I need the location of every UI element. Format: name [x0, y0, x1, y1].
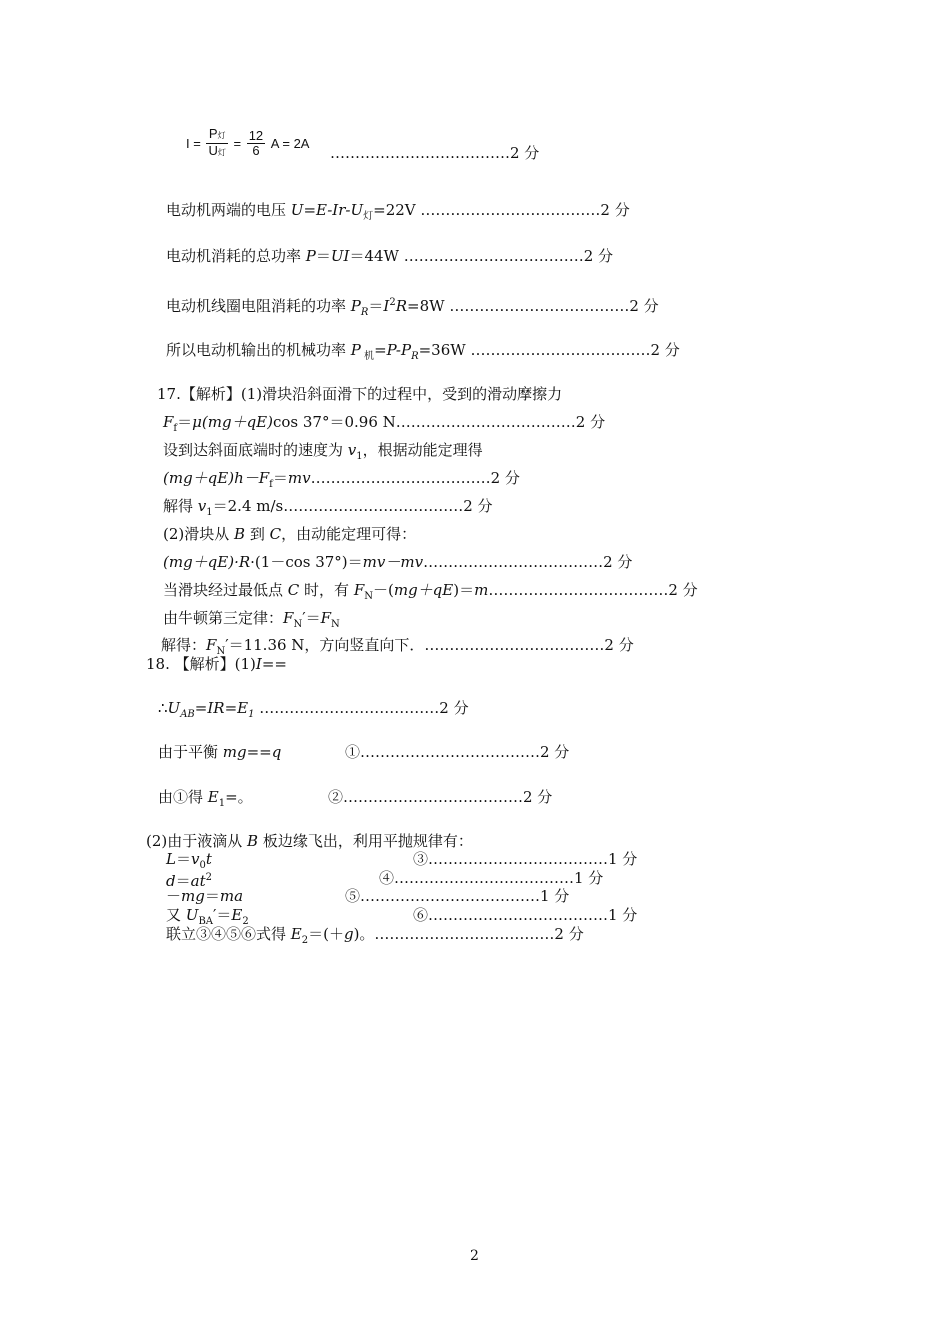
text: 电动机线圈电阻消耗的功率 — [166, 297, 351, 315]
var: mg＋qE — [393, 581, 454, 599]
q18-final-line — [166, 925, 584, 950]
text: ·(1－cos 37°)＝ — [250, 553, 363, 571]
text: 由牛顿第三定律： — [163, 609, 284, 627]
var: UI — [330, 247, 350, 265]
var: μ — [192, 413, 202, 431]
text: )。………………………………2 分 — [353, 925, 584, 943]
var: L — [166, 850, 176, 868]
current-formula — [186, 127, 336, 167]
fraction-num: P — [208, 126, 218, 141]
sub: R — [360, 307, 369, 318]
text: (2)滑块从 — [163, 525, 235, 543]
text: =8W ………………………………2 分 — [407, 297, 659, 315]
sub: 灯 — [363, 211, 374, 222]
text: 解得 — [163, 497, 198, 515]
var: P-P — [386, 341, 412, 359]
var: t — [205, 850, 212, 868]
text: = — [303, 201, 317, 219]
text: ′＝11.36 N，方向竖直向下．………………………………2 分 — [225, 636, 634, 654]
sub: 0 — [199, 860, 206, 871]
text: ＝ — [175, 850, 191, 868]
var: B — [247, 832, 259, 850]
text: =36W ………………………………2 分 — [418, 341, 680, 359]
q18-uab-line — [158, 699, 469, 724]
sub: 1 — [206, 507, 213, 518]
fraction-p-over-u — [206, 127, 227, 160]
text: 18. 【解析】(1) — [146, 655, 256, 673]
var: F — [206, 636, 217, 654]
var: E-Ir-U — [316, 201, 364, 219]
sup: 2 — [389, 297, 396, 308]
text: － — [166, 887, 182, 905]
q18-balance-line — [158, 743, 281, 761]
var: (mg＋qE)h－F — [163, 469, 270, 487]
var: I — [383, 297, 390, 315]
var: v — [347, 441, 357, 459]
q18-eq3-mark: ③………………………………1 分 — [413, 850, 638, 868]
var: E — [207, 788, 219, 806]
formula-eq: = — [193, 136, 201, 151]
q17-lowest-point-line — [163, 581, 698, 606]
text: =22V ………………………………2 分 — [373, 201, 630, 219]
text: ′＝ — [302, 609, 321, 627]
sub: N — [216, 646, 226, 657]
formula-score: ………………………………2 分 — [330, 144, 540, 162]
text: ＝ — [175, 872, 191, 890]
sub: 1 — [248, 709, 255, 720]
text: 当滑块经过最低点 — [163, 581, 288, 599]
mechanical-power-line — [166, 341, 680, 366]
q17-newton-line — [163, 609, 340, 634]
text: ＝2.4 m/s………………………………2 分 — [212, 497, 493, 515]
sub: R — [411, 351, 419, 362]
q18-e1-mark: ②………………………………2 分 — [328, 788, 553, 806]
q17-friction-line — [163, 413, 605, 438]
text: == — [261, 655, 287, 673]
var: B — [234, 525, 246, 543]
text: ………………………………2 分 — [423, 553, 633, 571]
text: 由于平衡 — [158, 743, 223, 761]
text: ，根据动能定理得 — [362, 441, 483, 459]
text: 电动机两端的电压 — [166, 201, 291, 219]
sub: 2 — [242, 916, 249, 927]
var: mg — [222, 743, 247, 761]
text: 联立③④⑤⑥式得 — [166, 925, 291, 943]
motor-voltage-line — [166, 201, 630, 226]
text: 设到达斜面底端时的速度为 — [163, 441, 348, 459]
sub: N — [293, 619, 303, 630]
q18-eq6-mark: ⑥………………………………1 分 — [413, 906, 638, 924]
fraction-den-sub: 灯 — [217, 148, 226, 157]
text: 又 — [166, 906, 186, 924]
var: IR — [207, 699, 225, 717]
fraction-den: 6 — [252, 143, 260, 158]
text: ＝ — [204, 887, 220, 905]
text: 时，有 — [299, 581, 354, 599]
text: ＝ — [177, 413, 193, 431]
q18-eq4-mark: ④………………………………1 分 — [379, 869, 604, 887]
q17-energy2-line — [163, 553, 632, 571]
q18-eq5-mark: ⑤………………………………1 分 — [345, 887, 570, 905]
text: 到 — [245, 525, 270, 543]
sub: N — [364, 591, 373, 602]
var: I — [255, 655, 262, 673]
q17-velocity-line — [163, 441, 483, 466]
text: ＝ — [272, 469, 288, 487]
coil-power-line — [166, 294, 659, 322]
text: =。 — [225, 788, 253, 806]
text: 板边缘飞出，利用平抛规律有： — [258, 832, 473, 850]
text: ′＝ — [213, 906, 232, 924]
var: E — [237, 699, 249, 717]
q17-heading: 17.【解析】(1)滑块沿斜面滑下的过程中，受到的滑动摩擦力 — [157, 385, 563, 403]
var: m — [474, 581, 489, 599]
var: q — [271, 743, 282, 761]
sub: f — [269, 479, 273, 490]
text: ，由动能定理可得： — [281, 525, 417, 543]
text: －( — [372, 581, 394, 599]
text: 解得： — [161, 636, 207, 654]
formula-eq: = — [233, 136, 242, 151]
motor-total-power-line — [166, 247, 613, 265]
fraction-12-over-6 — [247, 129, 265, 158]
var: (mg＋qE)·R — [163, 553, 251, 571]
var: P — [305, 247, 316, 265]
var: E — [231, 906, 243, 924]
text: = — [224, 699, 238, 717]
text: ＝ — [315, 247, 331, 265]
q18-heading — [146, 655, 287, 673]
text: ＝(＋ — [308, 925, 344, 943]
page-number: 2 — [470, 1248, 479, 1264]
q18-part2-line — [146, 832, 473, 850]
text: ＝ — [368, 297, 384, 315]
q18-balance-mark: ①………………………………2 分 — [345, 743, 570, 761]
var: E — [290, 925, 302, 943]
text: 由①得 — [158, 788, 208, 806]
text: = — [374, 341, 387, 359]
q18-eq5 — [166, 887, 243, 905]
text: ＝44W ………………………………2 分 — [349, 247, 614, 265]
var: U — [290, 201, 304, 219]
q18-e1-line — [158, 788, 253, 813]
text: ∴ — [158, 699, 168, 717]
var: U — [185, 906, 199, 924]
fraction-num: 12 — [248, 128, 264, 143]
sup: 2 — [205, 872, 212, 883]
fraction-den: U — [208, 143, 218, 158]
sub: BA — [198, 916, 214, 927]
text: (2)由于液滴从 — [146, 832, 248, 850]
text: )＝ — [453, 581, 475, 599]
sub: AB — [180, 709, 195, 720]
var: (mg＋qE) — [201, 413, 273, 431]
var: v — [197, 497, 207, 515]
var: C — [287, 581, 300, 599]
var: g — [343, 925, 354, 943]
var: mg — [181, 887, 205, 905]
var: F — [353, 581, 365, 599]
var: F — [283, 609, 294, 627]
q17-result-v1 — [163, 497, 493, 522]
sub: 1 — [356, 451, 363, 462]
text: 电动机消耗的总功率 — [166, 247, 306, 265]
text: ………………………………2 分 — [488, 581, 698, 599]
sub: N — [331, 619, 340, 630]
var: ma — [219, 887, 244, 905]
sub: f — [173, 423, 178, 434]
formula-rhs: A = 2A — [270, 136, 310, 151]
var: U — [167, 699, 181, 717]
var: P — [350, 297, 361, 315]
var: C — [269, 525, 282, 543]
text: 所以电动机输出的机械功率 — [166, 341, 351, 359]
text: = — [194, 699, 208, 717]
sub: 1 — [218, 798, 226, 809]
var: F — [320, 609, 332, 627]
text: ………………………………2 分 — [254, 699, 469, 717]
var: at — [190, 872, 206, 890]
var: R — [395, 297, 408, 315]
var: F — [163, 413, 174, 431]
var: mv－mv — [362, 553, 424, 571]
var: v — [190, 850, 200, 868]
formula-lhs: I — [186, 136, 190, 151]
var: mv — [287, 469, 311, 487]
var: P — [350, 341, 361, 359]
sub: 机 — [360, 351, 375, 362]
sub: 2 — [301, 935, 309, 946]
text: ………………………………2 分 — [310, 469, 520, 487]
q17-energy-line — [163, 469, 520, 494]
text: cos 37°＝0.96 N………………………………2 分 — [272, 413, 606, 431]
q17-part2-line — [163, 525, 416, 543]
fraction-num-sub: 灯 — [217, 131, 226, 140]
var: d — [166, 872, 176, 890]
text: == — [246, 743, 272, 761]
